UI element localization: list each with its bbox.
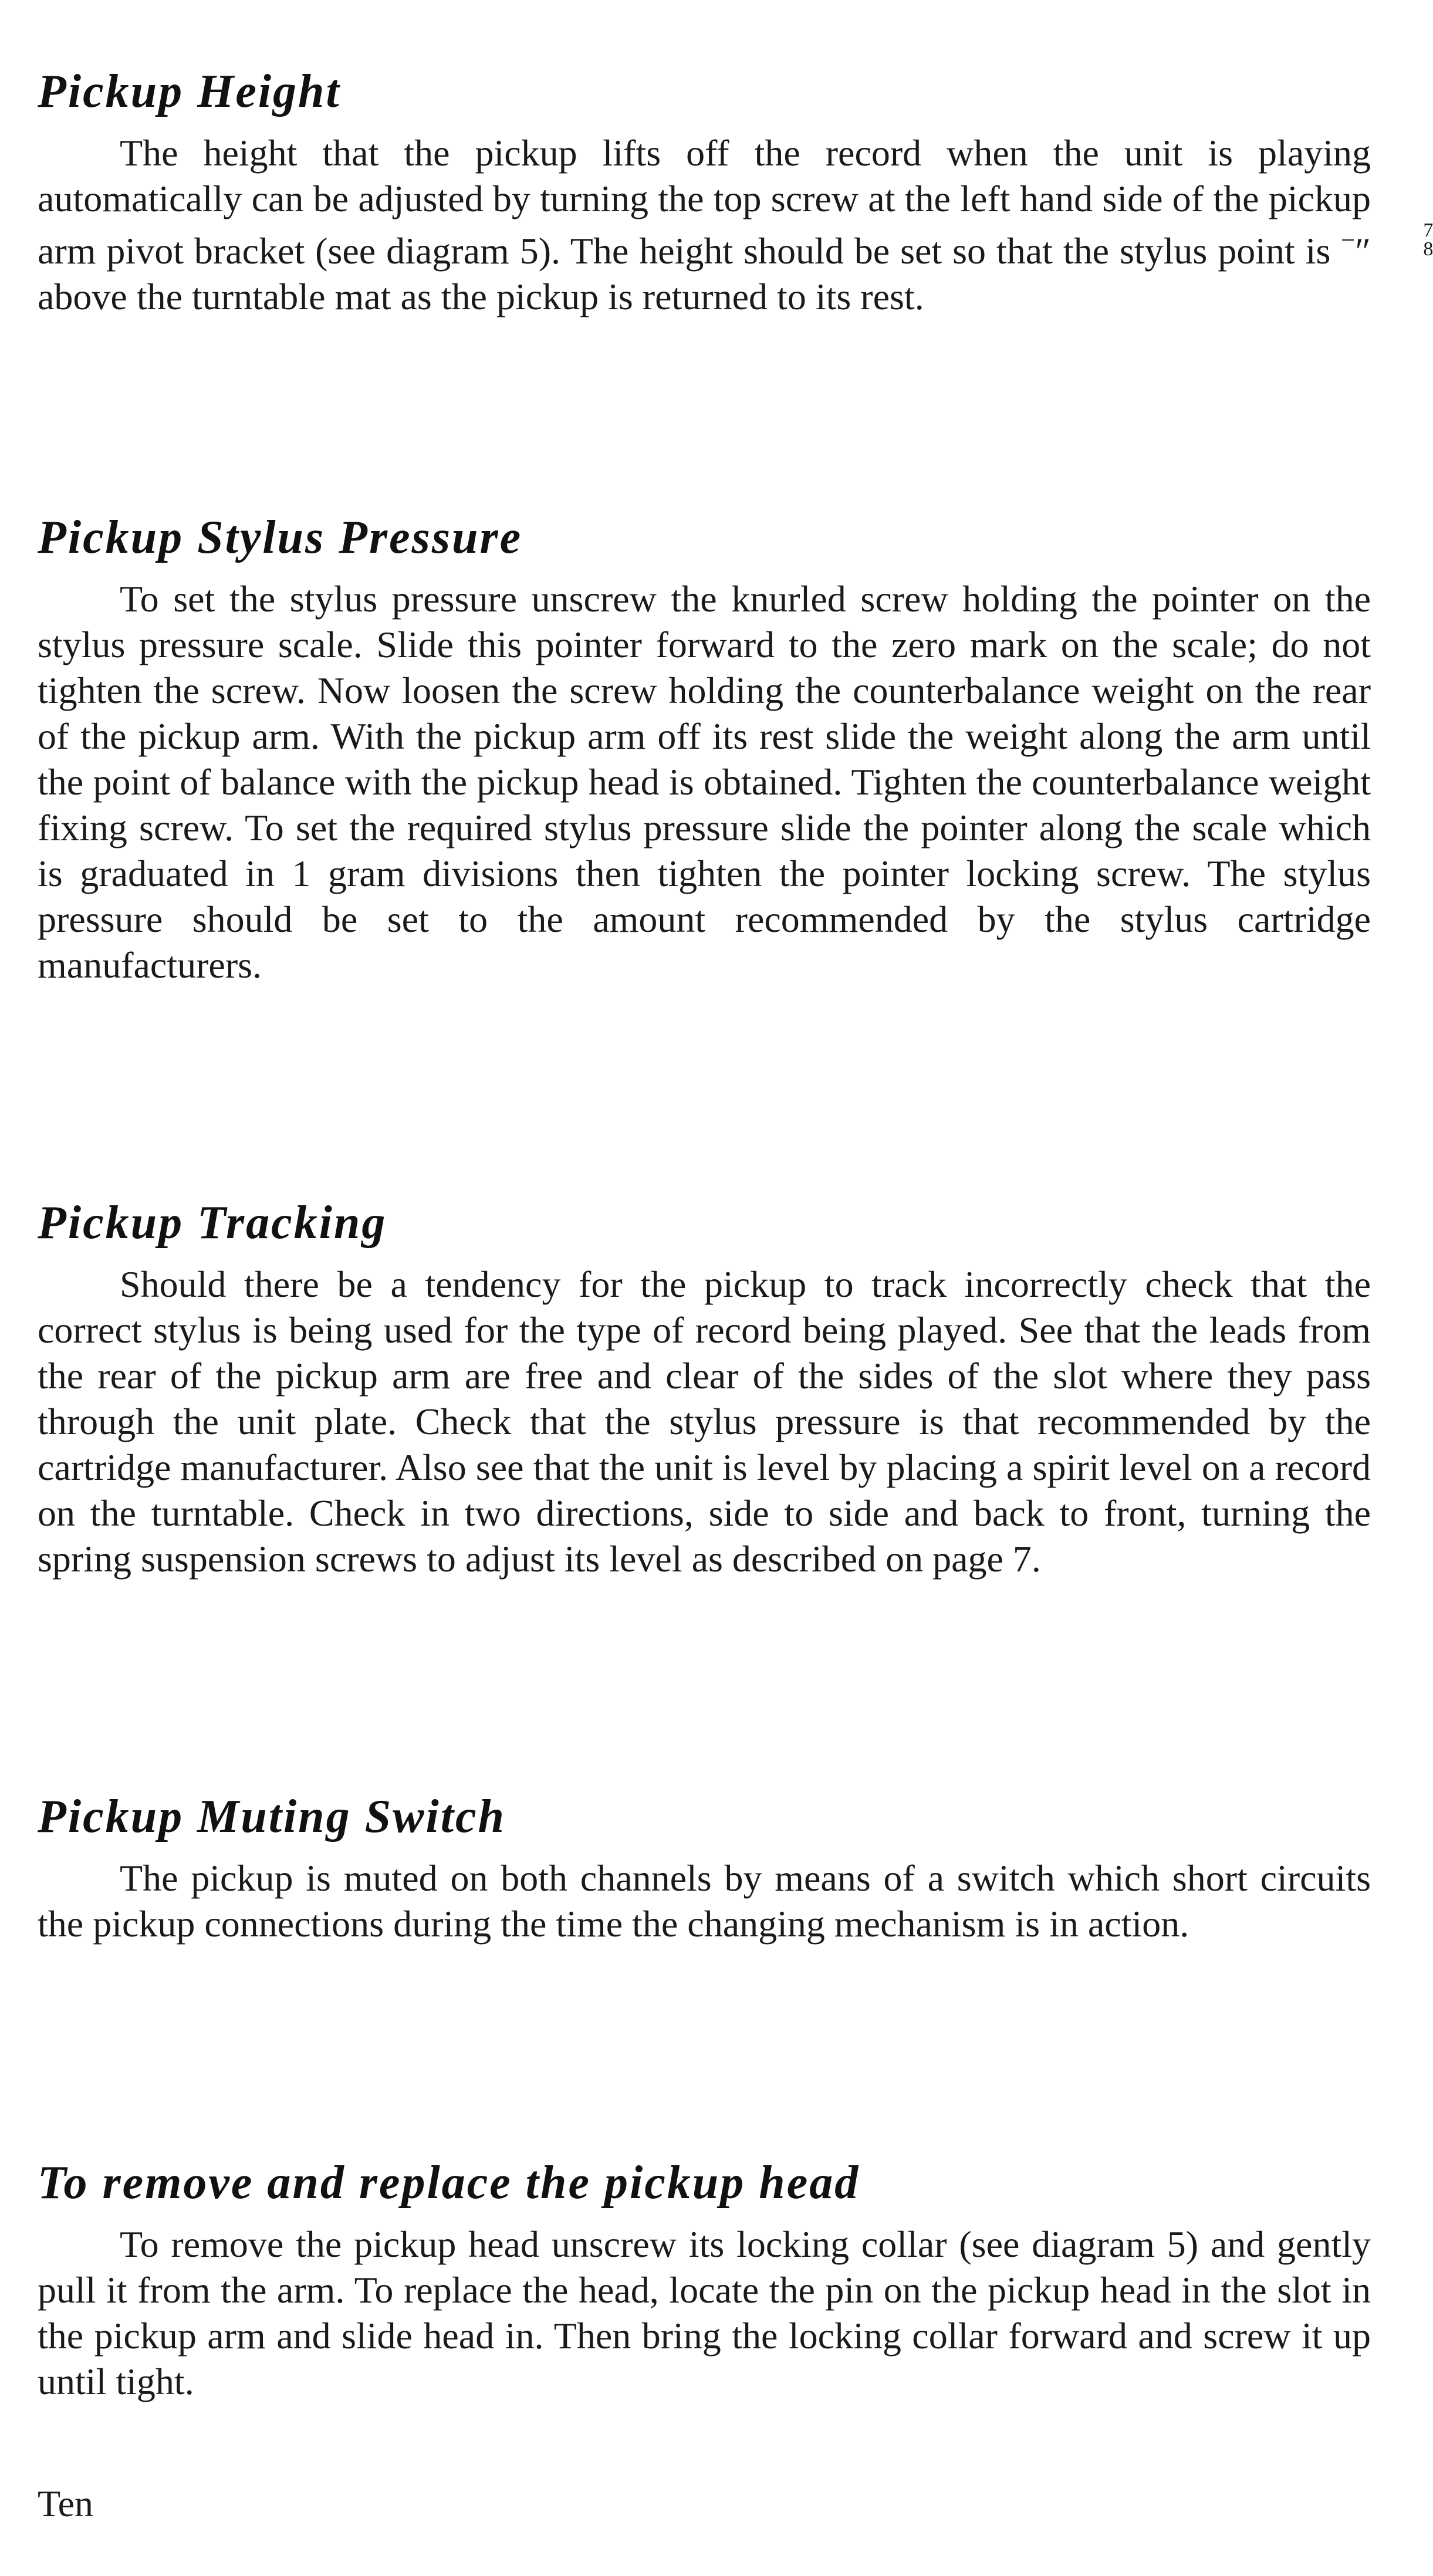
fraction-seven-eighths — [1341, 219, 1433, 260]
section-body: The pickup is muted on both channels by means of a switch which short circuits the pickup connections during the time the changing mechanism is in action. — [38, 1857, 1371, 1945]
section-remove-replace-pickup-head — [38, 2155, 1371, 2405]
section-heading: Pickup Height — [38, 66, 341, 117]
section-body: Should there be a tendency for the pickup to track incorrectly check that the correct stylus is being used for the type of record being played. See that the leads from the rear of the pickup arm are free and clear of the sides of the slot where they pass through the unit plate. Check that the stylus pressure is that recommended by the cartridge manufacturer. Also see that the unit is level by placing a spirit level on a record on the turntable. Check in two directions, side to side and back to front, turning the spring suspension screws to adjust its level as described on page 7. — [38, 1263, 1371, 1580]
section-heading: Pickup Tracking — [38, 1197, 387, 1249]
section-heading: Pickup Muting Switch — [38, 1791, 506, 1843]
section-heading: Pickup Stylus Pressure — [38, 512, 523, 563]
section-pickup-muting-switch — [38, 1789, 1371, 1947]
fraction-denominator: 8 — [1423, 238, 1433, 260]
body-text-part: ″ above the turntable mat as the pickup is returned to its rest. — [38, 230, 1371, 317]
section-pickup-stylus-pressure — [38, 509, 1371, 988]
manual-page — [38, 0, 1433, 2576]
section-pickup-height — [38, 63, 1433, 320]
section-heading: To remove and replace the pickup head — [38, 2157, 860, 2209]
section-body — [38, 130, 1433, 320]
page-number: Ten — [38, 2483, 94, 2524]
section-body: To set the stylus pressure unscrew the knurled screw holding the pointer on the stylus pressure scale. Slide this pointer forward to the zero mark on the scale; do not tighten the screw. Now loosen the screw holding the counterbalance weight on the rear of the pickup arm. With the pickup arm off its rest slide the weight along the arm until the point of balance with the pickup head is obtained. Tighten the counterbalance weight fixing screw. To set the required stylus pressure slide the pointer along the scale which is graduated in 1 gram divisions then tighten the pointer locking screw. The stylus pressure should be set to the amount recommended by the stylus cartridge manufacturers. — [38, 578, 1371, 986]
body-text-part: The height that the pickup lifts off the record when the unit is playing automatically can be adjusted by turning the top screw at the left hand side of the pickup arm pivot bracket (see diagram 5). The height should be set so that the stylus point is — [38, 132, 1371, 272]
section-body: To remove the pickup head unscrew its locking collar (see diagram 5) and gently pull it from the arm. To replace the head, locate the pin on the pickup head in the slot in the pickup arm and slide head in. Then bring the locking collar forward and screw it up until tight. — [38, 2223, 1371, 2402]
fraction-numerator: 7 — [1423, 219, 1433, 241]
section-pickup-tracking — [38, 1195, 1371, 1582]
